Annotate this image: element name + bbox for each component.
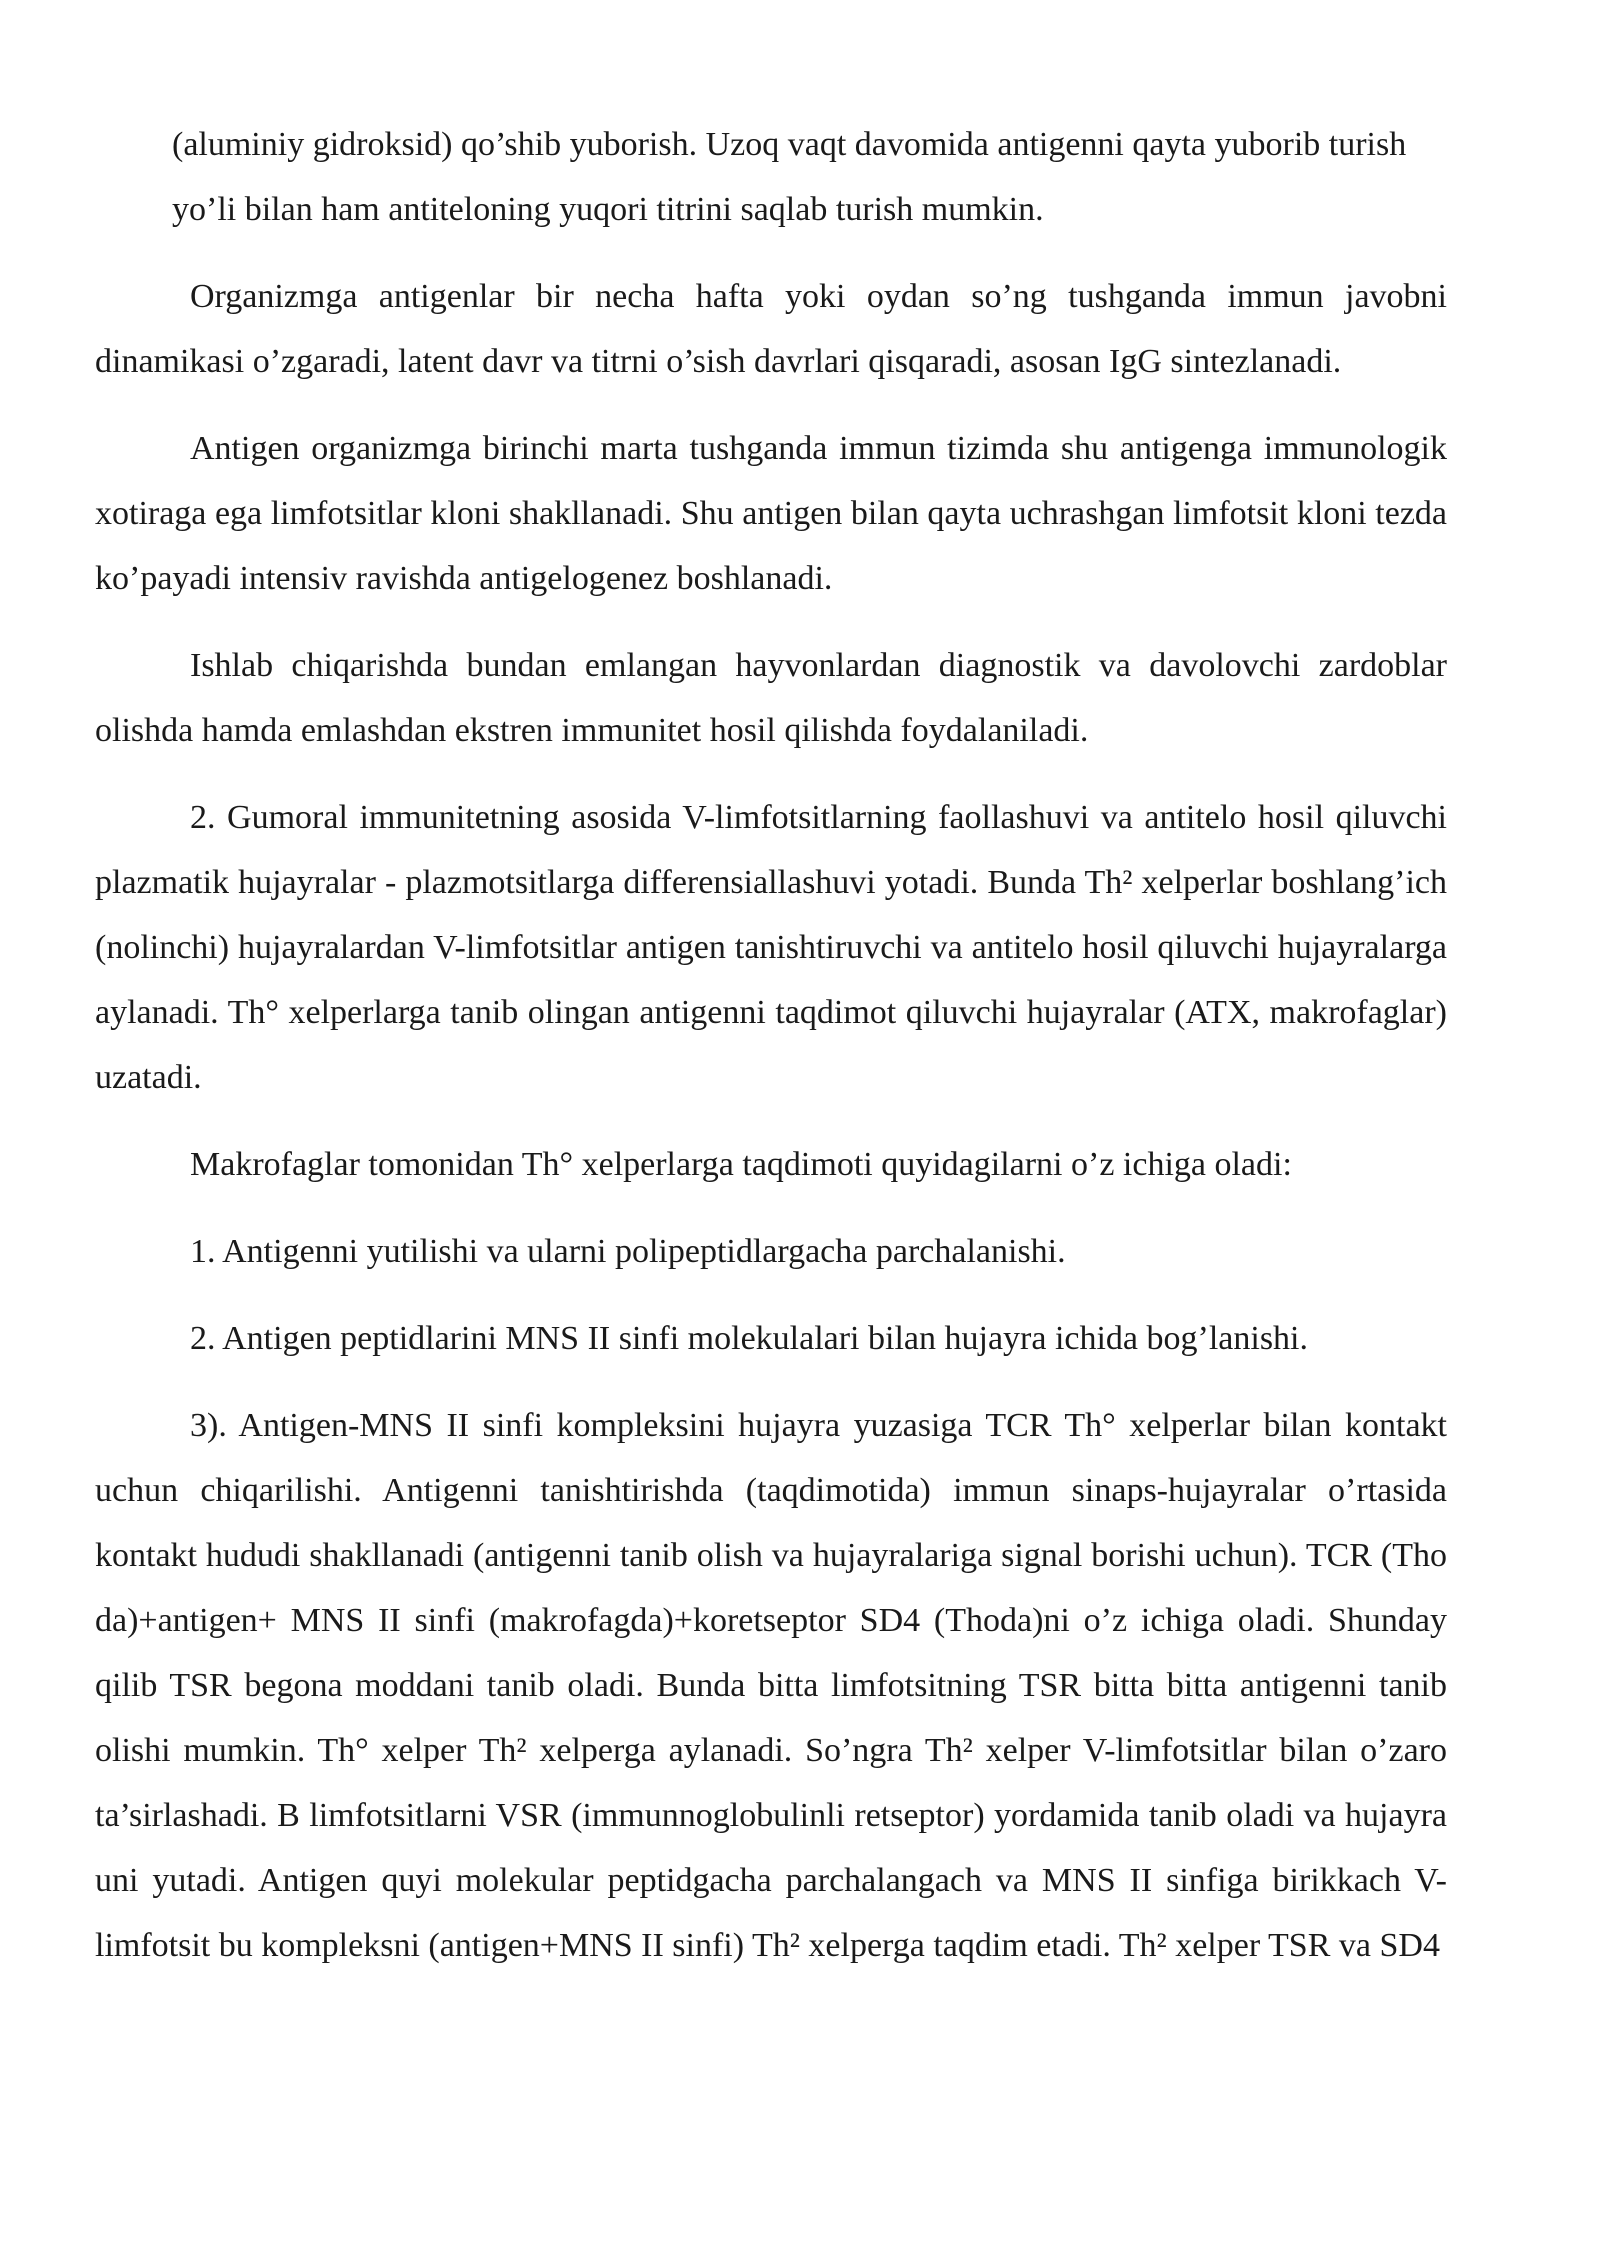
- paragraph-immunologic-memory: Antigen organizmga birinchi marta tushganda immun tizimda shu antigenga immunologik xotiraga ega limfotsitlar kloni shakllanadi. Shu antigen bilan qayta uchrashgan limfotsit kloni tezda ko’payadi intensiv ravishda antigelogenez boshlanadi.: [95, 430, 1447, 597]
- paragraph-macrophage-intro: Makrofaglar tomonidan Th° xelperlarga taqdimoti quyidagilarni o’z ichiga oladi:: [190, 1146, 1292, 1183]
- paragraph-continuation: (aluminiy gidroksid) qo’shib yuborish. Uzoq vaqt davomida antigenni qayta yuborib turish yo’li bilan ham antiteloning yuqori titrini saqlab turish mumkin.: [172, 126, 1407, 228]
- list-item-3: 3). Antigen-MNS II sinfi kompleksini hujayra yuzasiga TCR Th° xelperlar bilan kontakt uchun chiqarilishi. Antigenni tanishtirishda (taqdimotida) immun sinaps-hujayralar o’rtasida kontakt hududi shakllanadi (antigenni tanib olish va hujayralariga signal borishi uchun). TCR (Tho da)+antigen+ MNS II sinfi (makrofagda)+koretseptor SD4 (Thoda)ni o’z ichiga oladi. Shunday qilib TSR begona moddani tanib oladi. Bunda bitta limfotsitning TSR bitta bitta antigenni tanib olishi mumkin. Th° xelper Th² xelperga aylanadi. So’ngra Th² xelper V-limfotsitlar bilan o’zaro ta’sirlashadi. B limfotsitlarni VSR (immunnoglobulinli retseptor) yordamida tanib oladi va hujayra uni yutadi. Antigen quyi molekular peptidgacha parchalangach va MNS II sinfiga birikkach V-limfotsit bu kompleksni (antigen+MNS II sinfi) Th² xelperga taqdim etadi. Th² xelper TSR va SD4: [95, 1407, 1447, 1964]
- list-item-2: 2. Antigen peptidlarini MNS II sinfi molekulalari bilan hujayra ichida bog’lanishi.: [190, 1320, 1308, 1357]
- paragraph-immune-dynamics: Organizmga antigenlar bir necha hafta yoki oydan so’ng tushganda immun javobni dinamikasi o’zgaradi, latent davr va titrni o’sish davrlari qisqaradi, asosan IgG sintezlanadi.: [95, 278, 1447, 380]
- document-body: [95, 112, 1447, 2000]
- paragraph-humoral-immunity: 2. Gumoral immunitetning asosida V-limfotsitlarning faollashuvi va antitelo hosil qiluvchi plazmatik hujayralar - plazmotsitlarga differensiallashuvi yotadi. Bunda Th² xelperlar boshlang’ich (nolinchi) hujayralardan V-limfotsitlar antigen tanishtiruvchi va antitelo hosil qiluvchi hujayralarga aylanadi. Th° xelperlarga tanib olingan antigenni taqdimot qiluvchi hujayralar (ATX, makrofaglar) uzatadi.: [95, 799, 1447, 1096]
- paragraph-production-use: Ishlab chiqarishda bundan emlangan hayvonlardan diagnostik va davolovchi zardoblar olishda hamda emlashdan ekstren immunitet hosil qilishda foydalaniladi.: [95, 647, 1447, 749]
- list-item-1: 1. Antigenni yutilishi va ularni polipeptidlargacha parchalanishi.: [190, 1233, 1066, 1270]
